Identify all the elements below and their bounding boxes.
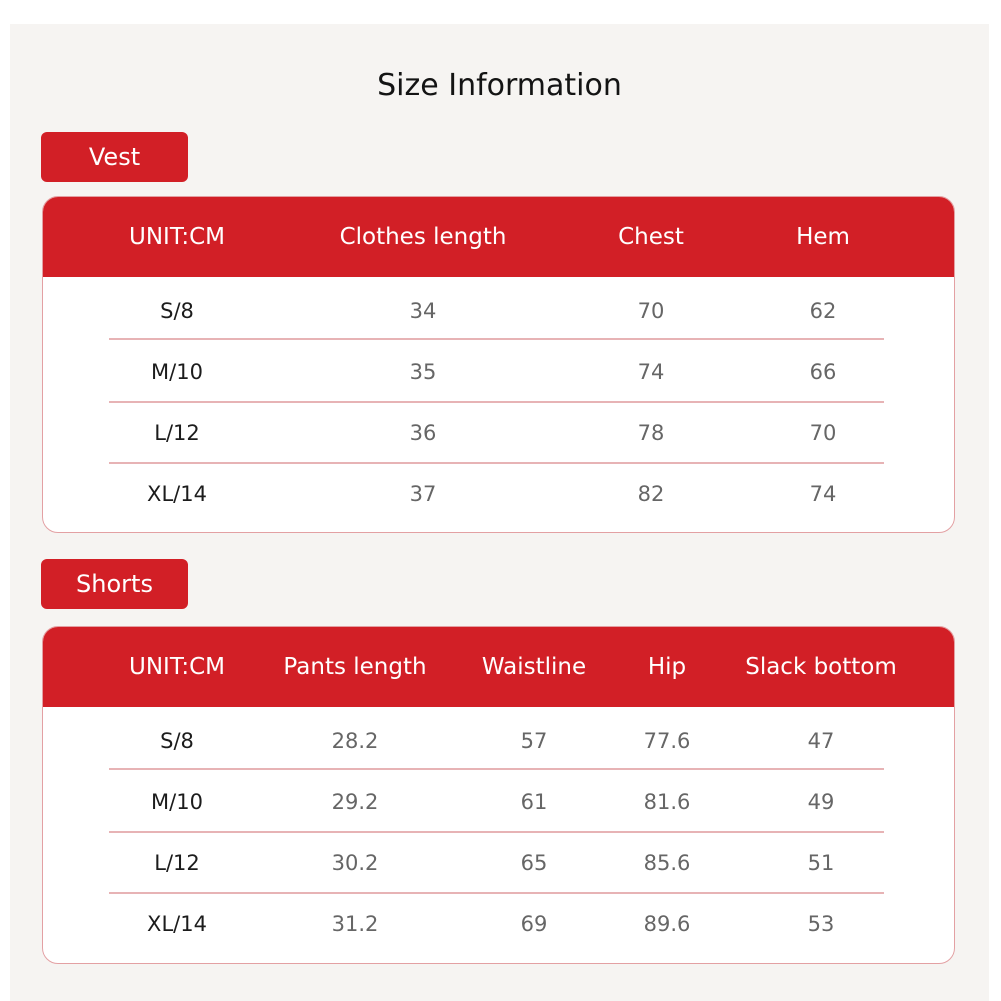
clothes-length-cell: 36 xyxy=(409,421,437,445)
page-title: Size Information xyxy=(377,68,622,103)
size-chart-page xyxy=(10,24,989,1001)
clothes-length-cell: 34 xyxy=(409,299,437,323)
hem-cell: 74 xyxy=(809,482,837,506)
pants-length-cell: 31.2 xyxy=(331,912,379,936)
shorts-table-header xyxy=(43,627,954,707)
vest-header-clothes-length: Clothes length xyxy=(339,224,507,250)
table-row xyxy=(43,464,954,524)
shorts-header-slack-bottom: Slack bottom xyxy=(745,654,897,680)
table-row xyxy=(43,833,954,893)
shorts-header-pants-length: Pants length xyxy=(283,654,427,680)
hem-cell: 66 xyxy=(809,360,837,384)
size-cell: L/12 xyxy=(154,851,200,875)
waistline-cell: 57 xyxy=(520,729,548,753)
row-divider xyxy=(109,338,884,340)
hip-cell: 77.6 xyxy=(643,729,691,753)
size-cell: M/10 xyxy=(151,360,203,384)
waistline-cell: 69 xyxy=(520,912,548,936)
vest-header-chest: Chest xyxy=(618,224,684,250)
size-cell: L/12 xyxy=(154,421,200,445)
vest-header-hem: Hem xyxy=(796,224,850,250)
table-row xyxy=(43,342,954,402)
pants-length-cell: 30.2 xyxy=(331,851,379,875)
shorts-header-waistline: Waistline xyxy=(481,654,587,680)
pants-length-cell: 28.2 xyxy=(331,729,379,753)
table-row xyxy=(43,894,954,954)
shorts-size-table xyxy=(42,626,955,964)
table-row xyxy=(43,281,954,341)
chest-cell: 82 xyxy=(637,482,665,506)
size-cell: S/8 xyxy=(160,299,194,323)
hip-cell: 81.6 xyxy=(643,790,691,814)
slack-bottom-cell: 47 xyxy=(807,729,835,753)
slack-bottom-cell: 49 xyxy=(807,790,835,814)
shorts-section-tag: Shorts xyxy=(41,559,188,609)
hip-cell: 85.6 xyxy=(643,851,691,875)
table-row xyxy=(43,403,954,463)
size-cell: M/10 xyxy=(151,790,203,814)
hem-cell: 62 xyxy=(809,299,837,323)
vest-table-header xyxy=(43,197,954,277)
shorts-header-unit: UNIT:CM xyxy=(129,654,225,680)
hip-cell: 89.6 xyxy=(643,912,691,936)
size-cell: S/8 xyxy=(160,729,194,753)
vest-section-tag: Vest xyxy=(41,132,188,182)
table-row xyxy=(43,772,954,832)
pants-length-cell: 29.2 xyxy=(331,790,379,814)
size-cell: XL/14 xyxy=(147,912,207,936)
size-cell: XL/14 xyxy=(147,482,207,506)
chest-cell: 78 xyxy=(637,421,665,445)
clothes-length-cell: 35 xyxy=(409,360,437,384)
slack-bottom-cell: 51 xyxy=(807,851,835,875)
waistline-cell: 61 xyxy=(520,790,548,814)
chest-cell: 74 xyxy=(637,360,665,384)
shorts-header-hip: Hip xyxy=(647,654,687,680)
hem-cell: 70 xyxy=(809,421,837,445)
waistline-cell: 65 xyxy=(520,851,548,875)
table-row xyxy=(43,711,954,771)
vest-header-unit: UNIT:CM xyxy=(129,224,225,250)
clothes-length-cell: 37 xyxy=(409,482,437,506)
row-divider xyxy=(109,768,884,770)
chest-cell: 70 xyxy=(637,299,665,323)
slack-bottom-cell: 53 xyxy=(807,912,835,936)
vest-size-table xyxy=(42,196,955,533)
